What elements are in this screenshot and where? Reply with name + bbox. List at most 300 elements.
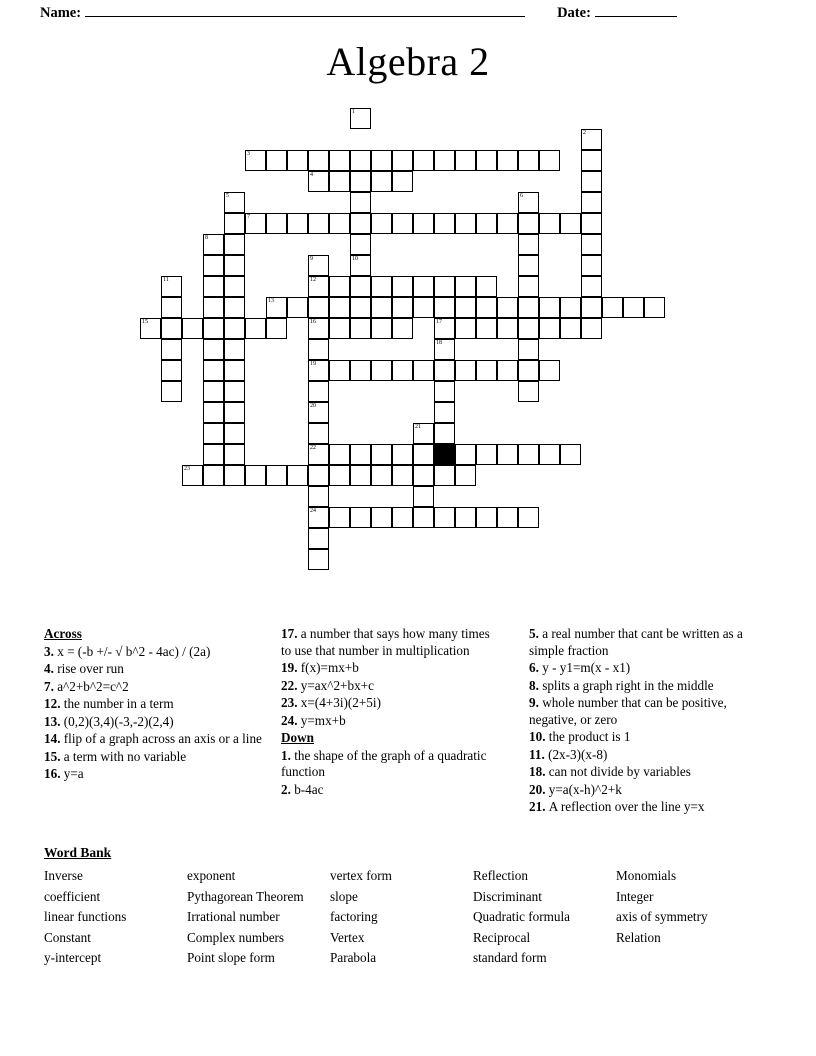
- crossword-cell-number: 6: [520, 193, 523, 199]
- clue-across-15: [44, 749, 266, 766]
- crossword-cell[interactable]: [308, 549, 329, 570]
- crossword-cell-number: 3: [247, 151, 250, 157]
- word-bank-item: coefficient: [44, 888, 101, 904]
- crossword-cell[interactable]: [644, 297, 665, 318]
- clue-number: 4.: [44, 661, 58, 676]
- clue-text: rise over run: [57, 661, 124, 676]
- crossword-cell-number: 15: [142, 319, 148, 325]
- crossword-cell[interactable]: [203, 423, 224, 444]
- crossword-cell[interactable]: [518, 318, 539, 339]
- crossword-cell[interactable]: [308, 465, 329, 486]
- crossword-cell[interactable]: [203, 234, 224, 255]
- crossword-cell[interactable]: [308, 339, 329, 360]
- crossword-cell[interactable]: [224, 192, 245, 213]
- clue-number: 16.: [44, 766, 64, 781]
- clue-number: 22.: [281, 677, 301, 693]
- crossword-cell[interactable]: [476, 507, 497, 528]
- crossword-cell[interactable]: [434, 360, 455, 381]
- crossword-cell[interactable]: [539, 318, 560, 339]
- crossword-cell[interactable]: [476, 318, 497, 339]
- crossword-cell[interactable]: [308, 297, 329, 318]
- crossword-cell[interactable]: [371, 507, 392, 528]
- crossword-cell[interactable]: [308, 318, 329, 339]
- clue-down-10: [529, 729, 774, 746]
- crossword-cell[interactable]: [371, 150, 392, 171]
- crossword-cell[interactable]: [224, 297, 245, 318]
- crossword-cell[interactable]: [224, 465, 245, 486]
- crossword-cell[interactable]: [518, 381, 539, 402]
- word-bank: [44, 845, 774, 968]
- crossword-cell[interactable]: [287, 213, 308, 234]
- crossword-cell-number: 21: [415, 424, 421, 430]
- crossword-cell[interactable]: [371, 465, 392, 486]
- crossword-cell[interactable]: [245, 213, 266, 234]
- crossword-cell[interactable]: [161, 318, 182, 339]
- crossword-cell[interactable]: [434, 150, 455, 171]
- crossword-cell[interactable]: [518, 297, 539, 318]
- crossword-cell[interactable]: [497, 444, 518, 465]
- clue-down-21: [529, 799, 774, 816]
- crossword-cell[interactable]: [476, 360, 497, 381]
- crossword-cell[interactable]: [350, 234, 371, 255]
- clue-number: 8.: [529, 677, 543, 693]
- crossword-cell[interactable]: [308, 423, 329, 444]
- crossword-cell[interactable]: [602, 297, 623, 318]
- crossword-cell[interactable]: [497, 360, 518, 381]
- clue-text: the shape of the graph of a quadratic function: [281, 747, 487, 779]
- crossword-cell[interactable]: [434, 213, 455, 234]
- crossword-cell[interactable]: [224, 318, 245, 339]
- crossword-cell[interactable]: [581, 171, 602, 192]
- crossword-cell[interactable]: [413, 507, 434, 528]
- crossword-cell[interactable]: [266, 297, 287, 318]
- crossword-grid[interactable]: [0, 108, 816, 623]
- crossword-cell[interactable]: [434, 318, 455, 339]
- crossword-cell[interactable]: [476, 213, 497, 234]
- crossword-cell[interactable]: [287, 297, 308, 318]
- crossword-cell[interactable]: [203, 360, 224, 381]
- crossword-cell[interactable]: [392, 171, 413, 192]
- word-bank-item: factoring: [330, 909, 378, 924]
- crossword-cell[interactable]: [434, 297, 455, 318]
- clue-number: 1.: [281, 747, 295, 763]
- crossword-cell[interactable]: [308, 528, 329, 549]
- crossword-cell[interactable]: [224, 381, 245, 402]
- date-label: Date:: [557, 5, 591, 22]
- crossword-cell[interactable]: [392, 507, 413, 528]
- word-bank-item: exponent: [187, 868, 236, 883]
- crossword-cell[interactable]: [434, 423, 455, 444]
- crossword-cell[interactable]: [539, 360, 560, 381]
- crossword-cell[interactable]: [560, 318, 581, 339]
- crossword-cell[interactable]: [560, 213, 581, 234]
- clue-down-11: [529, 747, 774, 764]
- clue-down-18: [529, 764, 774, 781]
- word-bank-item: Inverse: [44, 868, 83, 883]
- clue-text: (0,2)(3,4)(-3,-2)(2,4): [63, 713, 174, 729]
- crossword-cell[interactable]: [392, 150, 413, 171]
- crossword-cell[interactable]: [245, 465, 266, 486]
- crossword-cell[interactable]: [497, 150, 518, 171]
- crossword-cell[interactable]: [434, 465, 455, 486]
- across-heading: Across: [44, 626, 82, 641]
- crossword-cell[interactable]: [581, 297, 602, 318]
- crossword-cell[interactable]: [308, 381, 329, 402]
- crossword-cell[interactable]: [392, 465, 413, 486]
- crossword-cell[interactable]: [308, 150, 329, 171]
- crossword-cell[interactable]: [329, 276, 350, 297]
- clues-section: [44, 626, 774, 826]
- crossword-cell[interactable]: [497, 318, 518, 339]
- crossword-cell[interactable]: [371, 318, 392, 339]
- clue-across-7: [44, 679, 266, 696]
- clue-text: whole number that can be positive, negative, or zero: [529, 695, 727, 727]
- crossword-cell-number: 7: [247, 214, 250, 220]
- crossword-cell[interactable]: [371, 444, 392, 465]
- crossword-cell[interactable]: [203, 297, 224, 318]
- crossword-cell[interactable]: [518, 444, 539, 465]
- crossword-cell[interactable]: [413, 486, 434, 507]
- crossword-cell[interactable]: [329, 150, 350, 171]
- crossword-cell[interactable]: [224, 213, 245, 234]
- crossword-cell[interactable]: [413, 360, 434, 381]
- clue-down-5: [529, 626, 774, 659]
- crossword-cell[interactable]: [392, 213, 413, 234]
- crossword-cell[interactable]: [518, 192, 539, 213]
- crossword-cell[interactable]: [539, 297, 560, 318]
- crossword-cell[interactable]: [203, 381, 224, 402]
- clues-column-3: [529, 626, 774, 817]
- crossword-cell-number: 23: [184, 466, 190, 472]
- crossword-cell[interactable]: [224, 339, 245, 360]
- crossword-cell[interactable]: [266, 318, 287, 339]
- crossword-cell[interactable]: [371, 297, 392, 318]
- crossword-cell[interactable]: [329, 444, 350, 465]
- crossword-cell[interactable]: [392, 360, 413, 381]
- crossword-cell[interactable]: [434, 507, 455, 528]
- crossword-cell[interactable]: [434, 276, 455, 297]
- crossword-cell[interactable]: [413, 444, 434, 465]
- word-bank-item: Discriminant: [473, 888, 542, 904]
- page-title: Algebra 2: [326, 39, 490, 84]
- crossword-cell[interactable]: [245, 150, 266, 171]
- word-bank-item: Integer: [616, 888, 654, 904]
- crossword-cell[interactable]: [371, 213, 392, 234]
- crossword-cell[interactable]: [581, 150, 602, 171]
- crossword-cell[interactable]: [266, 465, 287, 486]
- crossword-cell[interactable]: [581, 129, 602, 150]
- crossword-cell[interactable]: [497, 213, 518, 234]
- crossword-cell[interactable]: [518, 213, 539, 234]
- crossword-cell[interactable]: [434, 339, 455, 360]
- crossword-cell[interactable]: [350, 297, 371, 318]
- crossword-cell[interactable]: [518, 150, 539, 171]
- crossword-cell[interactable]: [308, 444, 329, 465]
- crossword-cell-number: 5: [226, 193, 229, 199]
- crossword-cell[interactable]: [455, 276, 476, 297]
- clue-number: 7.: [44, 678, 58, 694]
- clue-number: 12.: [44, 696, 64, 711]
- crossword-cell[interactable]: [560, 297, 581, 318]
- crossword-cell[interactable]: [329, 360, 350, 381]
- crossword-cell[interactable]: [455, 444, 476, 465]
- crossword-cell[interactable]: [308, 507, 329, 528]
- crossword-cell[interactable]: [350, 150, 371, 171]
- clue-across-3: [44, 644, 266, 661]
- crossword-cell-number: 19: [310, 361, 316, 367]
- crossword-cell[interactable]: [161, 381, 182, 402]
- crossword-cell-number: 20: [310, 403, 316, 409]
- clue-down-1: [281, 748, 503, 781]
- crossword-cell-number: 12: [310, 277, 316, 283]
- crossword-cell[interactable]: [476, 297, 497, 318]
- clue-down-2: [281, 782, 503, 799]
- crossword-cell[interactable]: [581, 255, 602, 276]
- clue-number: 9.: [529, 695, 543, 710]
- crossword-cell-number: 1: [352, 109, 355, 115]
- crossword-cell[interactable]: [329, 318, 350, 339]
- crossword-cell[interactable]: [203, 255, 224, 276]
- crossword-cell[interactable]: [140, 318, 161, 339]
- crossword-cell[interactable]: [161, 297, 182, 318]
- clue-text: y - y1=m(x - x1): [542, 660, 631, 675]
- crossword-cell[interactable]: [350, 171, 371, 192]
- crossword-cell[interactable]: [476, 276, 497, 297]
- word-bank-item: Point slope form: [187, 950, 275, 965]
- crossword-cell[interactable]: [350, 108, 371, 129]
- word-bank-item: axis of symmetry: [616, 909, 708, 924]
- crossword-cell[interactable]: [329, 297, 350, 318]
- crossword-cell[interactable]: [350, 444, 371, 465]
- crossword-cell[interactable]: [203, 444, 224, 465]
- crossword-cell[interactable]: [308, 402, 329, 423]
- clue-down-8: [529, 678, 774, 695]
- clue-number: 18.: [529, 764, 549, 779]
- clue-number: 21.: [529, 799, 549, 814]
- crossword-cell[interactable]: [308, 360, 329, 381]
- clue-text: can not divide by variables: [548, 764, 691, 779]
- crossword-cell[interactable]: [392, 444, 413, 465]
- clue-text: f(x)=mx+b: [300, 660, 359, 675]
- clue-number: 14.: [44, 731, 64, 746]
- crossword-cell[interactable]: [203, 465, 224, 486]
- crossword-cell[interactable]: [350, 213, 371, 234]
- crossword-cell[interactable]: [203, 339, 224, 360]
- crossword-cell[interactable]: [224, 255, 245, 276]
- crossword-cell[interactable]: [539, 444, 560, 465]
- crossword-cell[interactable]: [413, 213, 434, 234]
- crossword-cell[interactable]: [371, 360, 392, 381]
- crossword-cell[interactable]: [308, 486, 329, 507]
- clue-text: b-4ac: [294, 781, 324, 797]
- crossword-cell[interactable]: [350, 360, 371, 381]
- name-blank-line[interactable]: [85, 4, 525, 17]
- word-bank-item: Quadratic formula: [473, 909, 571, 924]
- clue-across-22: [281, 678, 503, 695]
- crossword-cell[interactable]: [581, 234, 602, 255]
- clue-number: 19.: [281, 660, 301, 675]
- crossword-cell[interactable]: [329, 171, 350, 192]
- crossword-cell[interactable]: [455, 213, 476, 234]
- crossword-cell-number: 2: [583, 130, 586, 136]
- clue-text: y=ax^2+bx+c: [300, 677, 374, 693]
- clue-text: a term with no variable: [63, 748, 187, 764]
- crossword-cell[interactable]: [329, 507, 350, 528]
- crossword-cell[interactable]: [392, 297, 413, 318]
- crossword-cell[interactable]: [371, 171, 392, 192]
- crossword-cell[interactable]: [392, 318, 413, 339]
- crossword-cell[interactable]: [161, 360, 182, 381]
- crossword-cell[interactable]: [623, 297, 644, 318]
- clue-across-14: [44, 731, 266, 748]
- crossword-cell[interactable]: [224, 423, 245, 444]
- crossword-cell[interactable]: [182, 318, 203, 339]
- crossword-cell[interactable]: [350, 465, 371, 486]
- crossword-cell[interactable]: [308, 276, 329, 297]
- crossword-cell[interactable]: [518, 360, 539, 381]
- word-bank-item: Monomials: [616, 868, 677, 883]
- crossword-cell[interactable]: [224, 360, 245, 381]
- name-label: Name:: [40, 5, 82, 22]
- clue-number: 15.: [44, 748, 64, 764]
- crossword-cell[interactable]: [560, 444, 581, 465]
- crossword-cell[interactable]: [518, 276, 539, 297]
- clue-number: 20.: [529, 781, 549, 797]
- crossword-cell[interactable]: [518, 255, 539, 276]
- crossword-cell[interactable]: [371, 276, 392, 297]
- crossword-cell[interactable]: [476, 150, 497, 171]
- clue-text: flip of a graph across an axis or a line: [63, 731, 262, 746]
- crossword-cell[interactable]: [203, 318, 224, 339]
- crossword-cell[interactable]: [518, 234, 539, 255]
- clue-down-6: [529, 660, 774, 677]
- crossword-cell[interactable]: [203, 276, 224, 297]
- clue-text: y=a(x-h)^2+k: [548, 781, 622, 797]
- clue-text: the product is 1: [548, 729, 631, 744]
- crossword-cell: [434, 444, 455, 465]
- clue-across-23: [281, 695, 503, 712]
- word-bank-item: vertex form: [330, 868, 392, 883]
- word-bank-item: Reciprocal: [473, 929, 531, 945]
- word-bank-item: standard form: [473, 950, 547, 965]
- crossword-cell[interactable]: [329, 465, 350, 486]
- crossword-cell[interactable]: [455, 465, 476, 486]
- crossword-cell[interactable]: [455, 318, 476, 339]
- word-bank-item: [616, 949, 766, 968]
- crossword-cell-number: 10: [352, 256, 358, 262]
- word-bank-item: slope: [330, 888, 358, 904]
- crossword-cell[interactable]: [224, 234, 245, 255]
- crossword-cell[interactable]: [392, 276, 413, 297]
- clue-text: x=(4+3i)(2+5i): [300, 695, 381, 710]
- crossword-cell[interactable]: [350, 255, 371, 276]
- crossword-cell[interactable]: [539, 150, 560, 171]
- crossword-cell[interactable]: [581, 276, 602, 297]
- crossword-cell[interactable]: [434, 402, 455, 423]
- crossword-cell-number: 8: [205, 235, 208, 241]
- crossword-cell[interactable]: [455, 150, 476, 171]
- crossword-cell[interactable]: [434, 381, 455, 402]
- crossword-cell[interactable]: [413, 465, 434, 486]
- crossword-cell[interactable]: [224, 402, 245, 423]
- word-bank-title: Word Bank: [44, 845, 112, 860]
- crossword-cell[interactable]: [350, 318, 371, 339]
- crossword-cell[interactable]: [224, 444, 245, 465]
- crossword-cell[interactable]: [581, 213, 602, 234]
- clue-across-19: [281, 660, 503, 677]
- crossword-cell[interactable]: [203, 402, 224, 423]
- word-bank-item: Relation: [616, 929, 661, 945]
- clue-number: 13.: [44, 713, 64, 729]
- crossword-cell[interactable]: [308, 255, 329, 276]
- crossword-cell[interactable]: [581, 192, 602, 213]
- crossword-cell[interactable]: [455, 507, 476, 528]
- clue-number: 6.: [529, 660, 543, 675]
- crossword-cell[interactable]: [287, 150, 308, 171]
- clue-number: 2.: [281, 781, 295, 797]
- crossword-cell[interactable]: [308, 171, 329, 192]
- crossword-cell[interactable]: [287, 465, 308, 486]
- clue-across-12: [44, 696, 266, 713]
- clue-text: x = (-b +/- √ b^2 - 4ac) / (2a): [57, 643, 211, 659]
- crossword-cell[interactable]: [350, 507, 371, 528]
- crossword-cell[interactable]: [455, 297, 476, 318]
- crossword-cell[interactable]: [497, 507, 518, 528]
- clue-number: 23.: [281, 695, 301, 710]
- clue-text: a real number that cant be written as a simple fraction: [529, 626, 743, 658]
- clue-text: y=mx+b: [300, 712, 346, 728]
- word-bank-item: Vertex: [330, 929, 365, 945]
- crossword-cell[interactable]: [350, 192, 371, 213]
- crossword-cell-number: 13: [268, 298, 274, 304]
- crossword-cell[interactable]: [266, 150, 287, 171]
- clue-text: the number in a term: [63, 696, 174, 711]
- crossword-cell[interactable]: [224, 276, 245, 297]
- crossword-cell[interactable]: [308, 213, 329, 234]
- clue-down-9: [529, 695, 774, 728]
- crossword-cell[interactable]: [161, 276, 182, 297]
- crossword-cell[interactable]: [266, 213, 287, 234]
- crossword-cell[interactable]: [539, 213, 560, 234]
- crossword-cell[interactable]: [182, 465, 203, 486]
- crossword-cell[interactable]: [518, 507, 539, 528]
- crossword-cell[interactable]: [413, 423, 434, 444]
- crossword-cell[interactable]: [350, 276, 371, 297]
- crossword-cell[interactable]: [329, 213, 350, 234]
- clue-number: 11.: [529, 746, 549, 762]
- crossword-cell[interactable]: [497, 297, 518, 318]
- word-bank-item: Complex numbers: [187, 929, 285, 945]
- crossword-cell[interactable]: [581, 318, 602, 339]
- crossword-cell-number: 11: [163, 277, 169, 283]
- clue-text: a number that says how many times to use that number in multiplication: [281, 626, 490, 658]
- crossword-cell[interactable]: [455, 360, 476, 381]
- date-blank-line[interactable]: [595, 4, 677, 17]
- crossword-cell[interactable]: [245, 318, 266, 339]
- crossword-cell[interactable]: [161, 339, 182, 360]
- crossword-cell[interactable]: [518, 339, 539, 360]
- word-bank-item: Reflection: [473, 868, 528, 883]
- crossword-cell-number: 4: [310, 172, 313, 178]
- word-bank-item: Constant: [44, 929, 91, 945]
- crossword-cell[interactable]: [413, 150, 434, 171]
- crossword-cell[interactable]: [476, 444, 497, 465]
- crossword-cell-number: 16: [310, 319, 316, 325]
- word-bank-item: linear functions: [44, 909, 127, 924]
- crossword-cell[interactable]: [413, 276, 434, 297]
- crossword-cell[interactable]: [413, 297, 434, 318]
- name-date-row: [40, 4, 776, 22]
